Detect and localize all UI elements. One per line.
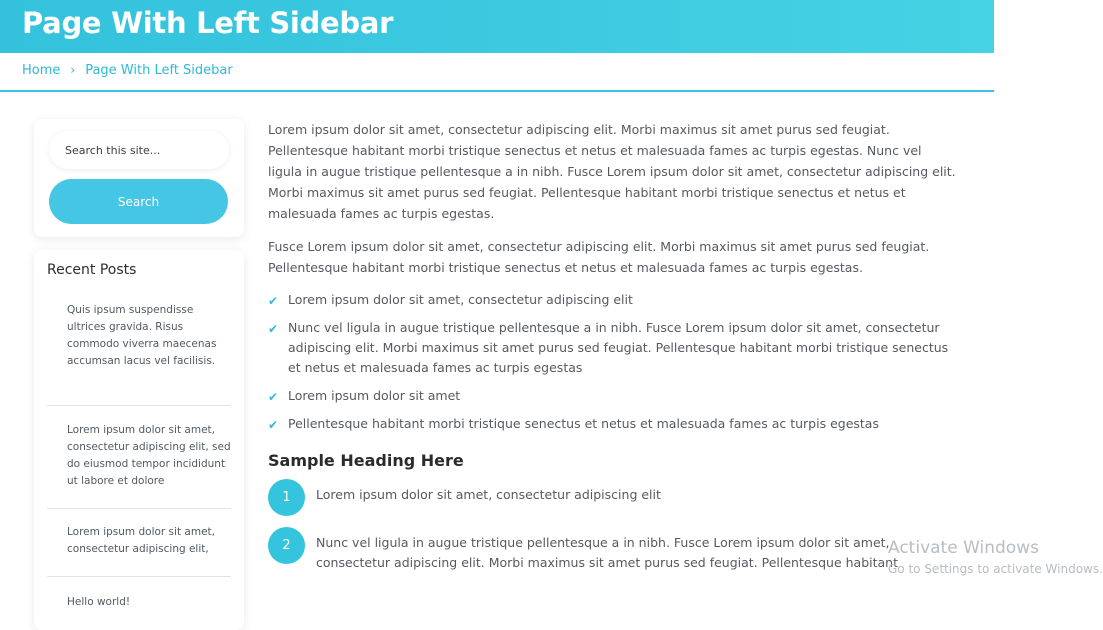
numbered-item xyxy=(268,485,958,505)
bullet-item xyxy=(268,290,958,310)
check-icon: ✔ xyxy=(268,294,279,308)
step-number-badge: 1 xyxy=(268,479,305,516)
recent-post-link[interactable]: Lorem ipsum dolor sit amet, consectetur adipiscing elit, sed do eiusmod tempor incididunt ut labore et dolore xyxy=(47,422,231,509)
search-button[interactable]: Search xyxy=(49,179,228,224)
bullet-text: Pellentesque habitant morbi tristique senectus et netus et malesuada fames ac turpis egestas xyxy=(288,416,879,431)
numbered-text: Nunc vel ligula in augue tristique pellentesque a in nibh. Fusce Lorem ipsum dolor sit amet, consectetur adipiscing elit. Morbi maximus sit amet purus sed feugiat. Pellentesque habitant xyxy=(316,535,898,570)
main-content xyxy=(268,119,958,573)
recent-post-link[interactable]: Lorem ipsum dolor sit amet, consectetur adipiscing elit, xyxy=(47,524,231,577)
page-header-banner xyxy=(0,0,994,53)
bullet-text: Lorem ipsum dolor sit amet xyxy=(288,388,461,403)
check-icon: ✔ xyxy=(268,390,279,404)
page-title: Page With Left Sidebar xyxy=(22,6,394,40)
section-heading: Sample Heading Here xyxy=(268,451,464,470)
search-widget xyxy=(34,119,244,237)
bullet-item xyxy=(268,414,958,434)
content-paragraph: Lorem ipsum dolor sit amet, consectetur adipiscing elit. Morbi maximus sit amet purus sed feugiat. Pellentesque habitant morbi tristique senectus et netus et malesuada fames ac turpis egestas. Nunc vel ligula in augue tristique pellentesque a in nibh. Fusce Lorem ipsum dolor sit amet, consectetur adipiscing elit. Morbi maximus sit amet purus sed feugiat. Pellentesque habitant morbi tristique senectus et netus et malesuada fames ac turpis egestas. xyxy=(268,122,956,221)
header-divider xyxy=(0,90,994,92)
breadcrumb xyxy=(22,63,233,78)
activation-watermark-subtitle: Go to Settings to activate Windows. xyxy=(888,562,1103,576)
recent-post-link[interactable]: Hello world! xyxy=(67,596,131,608)
numbered-item xyxy=(268,533,958,573)
chevron-right-icon: › xyxy=(70,63,76,77)
numbered-text: Lorem ipsum dolor sit amet, consectetur adipiscing elit xyxy=(316,487,661,502)
recent-post-link[interactable]: Quis ipsum suspendisse ultrices gravida. Risus commodo viverra maecenas accumsan lacus vel facilisis. xyxy=(47,302,231,406)
bullet-item xyxy=(268,318,958,378)
step-number-badge: 2 xyxy=(268,527,305,564)
bullet-item xyxy=(268,386,958,406)
recent-posts-heading: Recent Posts xyxy=(47,262,137,278)
bullet-text: Nunc vel ligula in augue tristique pellentesque a in nibh. Fusce Lorem ipsum dolor sit amet, consectetur adipiscing elit. Morbi maximus sit amet purus sed feugiat. Pellentesque habitant morbi tristique senectus et netus et malesuada fames ac turpis egestas xyxy=(288,320,949,375)
check-icon: ✔ xyxy=(268,418,279,432)
activation-watermark-title: Activate Windows xyxy=(888,538,1039,558)
content-paragraph: Fusce Lorem ipsum dolor sit amet, consectetur adipiscing elit. Morbi maximus sit amet purus sed feugiat. Pellentesque habitant morbi tristique senectus et netus et malesuada fames ac turpis egestas. xyxy=(268,239,930,275)
bullet-text: Lorem ipsum dolor sit amet, consectetur adipiscing elit xyxy=(288,292,633,307)
breadcrumb-current[interactable]: Page With Left Sidebar xyxy=(85,63,233,78)
breadcrumb-home-link[interactable]: Home xyxy=(22,63,61,78)
check-icon: ✔ xyxy=(268,322,279,336)
search-input[interactable] xyxy=(49,131,229,169)
recent-posts-widget xyxy=(34,250,244,630)
